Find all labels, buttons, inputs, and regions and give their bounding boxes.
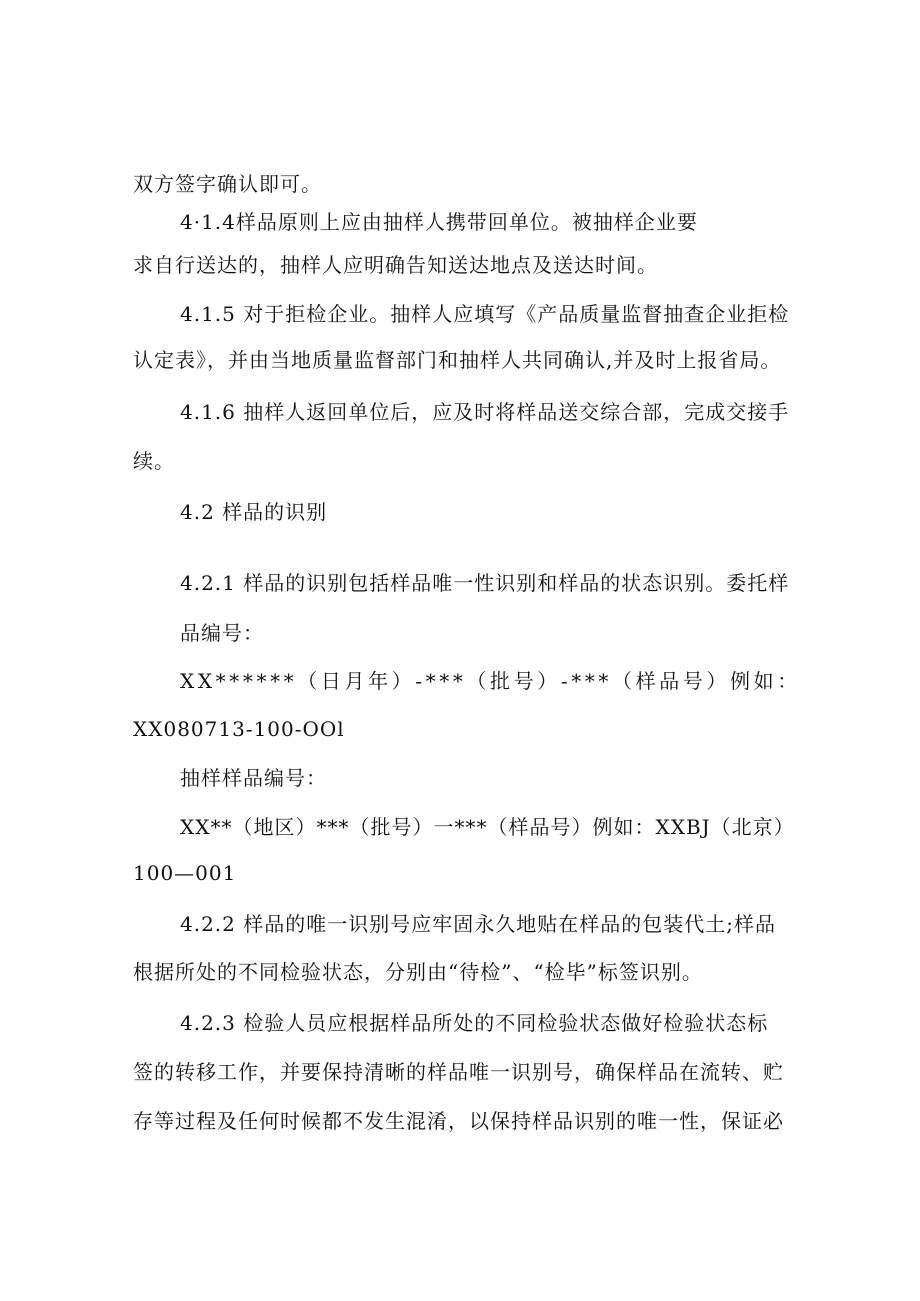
text-line: 4.2.1 样品的识别包括样品唯一性识别和样品的状态识别。委托样 xyxy=(180,571,790,595)
text-line: 存等过程及任何时候都不发生混淆，以保持样品识别的唯一性，保证必 xyxy=(133,1109,784,1133)
text-line: 4.1.5 对于拒检企业。抽样人应填写《产品质量监督抽查企业拒检 xyxy=(180,302,790,326)
text-line: 双方签字确认即可。 xyxy=(133,172,322,196)
text-line: 4·1.4样品原则上应由抽样人携带回单位。被抽样企业要 xyxy=(180,210,698,234)
text-line: 认定表》，并由当地质量监督部门和抽样人共同确认,并及时上报省局。 xyxy=(133,348,782,372)
text-line: 根据所处的不同检验状态，分别由“待检”、“检毕”标签识别。 xyxy=(133,960,703,984)
text-line: 100—001 xyxy=(133,861,237,885)
text-line: 签的转移工作，并要保持清晰的样品唯一识别号，确保样品在流转、贮 xyxy=(133,1060,784,1084)
text-line: XX**（地区）***（批号）一***（样品号）例如：XXBJ（北京） xyxy=(180,815,795,839)
text-line: 品编号： xyxy=(180,621,264,645)
text-line: 抽样样品编号： xyxy=(180,766,327,790)
text-line: 续。 xyxy=(133,449,175,473)
text-line: 4.2.2 样品的唯一识别号应牢固永久地贴在样品的包装代土;样品 xyxy=(180,912,776,936)
text-line: XX080713-100-OOl xyxy=(133,717,345,741)
text-line: 求自行送达的，抽样人应明确告知送达地点及送达时间。 xyxy=(133,253,658,277)
text-line: XX******（日月年）-***（批号）-***（样品号）例如： xyxy=(180,669,801,693)
text-line: 4.1.6 抽样人返回单位后，应及时将样品送交综合部，完成交接手 xyxy=(180,400,790,424)
text-line: 4.2.3 检验人员应根据样品所处的不同检验状态做好检验状态标 xyxy=(180,1011,769,1035)
section-heading: 4.2 样品的识别 xyxy=(180,500,328,524)
